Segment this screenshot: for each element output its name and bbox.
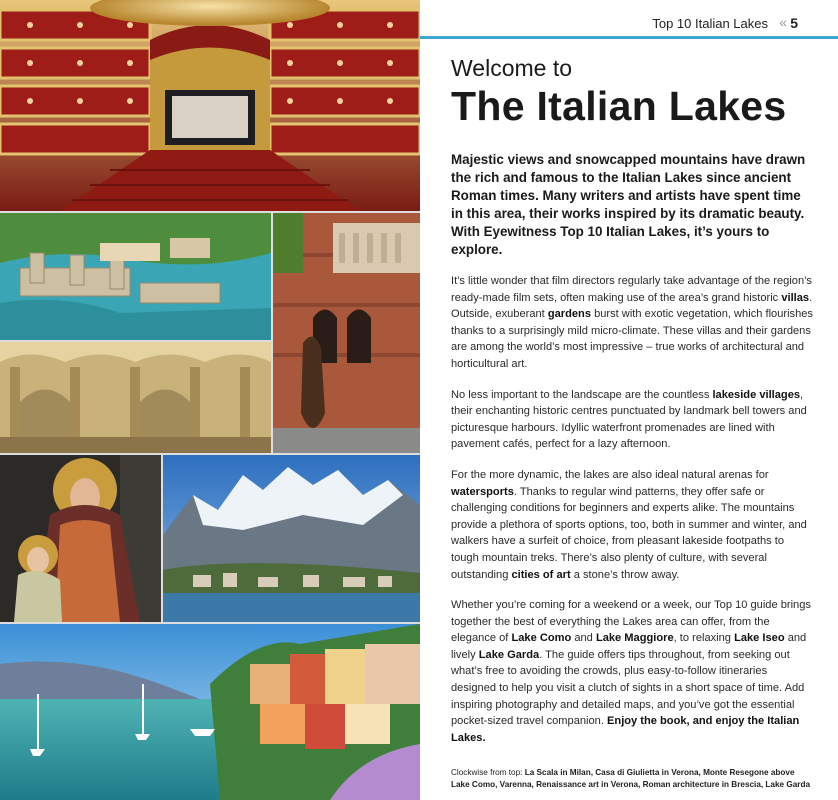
highlight-cities-of-art: cities of art: [511, 568, 571, 581]
highlight-lakeside-villages: lakeside villages: [712, 388, 801, 401]
highlight-villas: villas: [781, 291, 810, 304]
paragraph-villages: No less important to the landscape are the countless lakeside villages, their enchanting historic centres punctuated by landmark bell towers and picturesque harbours. Idyllic waterfront promenades are lined with pavement cafés, perfect for a lazy afternoon.: [451, 388, 807, 451]
chevron-left-icon: «: [779, 14, 786, 30]
running-title: Top 10 Italian Lakes: [652, 16, 768, 31]
intro-paragraph: Majestic views and snowcapped mountains have drawn the rich and famous to the Italian Lakes since ancient Roman times. Many writers and artists have spent time in this area, their works inspired by its dramatic beauty. With Eyewitness Top 10 Italian Lakes, it’s yours to explore.: [451, 152, 806, 257]
article: [451, 50, 813, 790]
page-number: 5: [790, 15, 798, 31]
page-header: [420, 0, 838, 38]
highlight-lake-maggiore: Lake Maggiore: [595, 632, 674, 645]
page-kicker: Welcome to: [451, 55, 573, 81]
photo-monte-resegone: [163, 455, 420, 622]
photo-renaissance-art: [0, 455, 161, 622]
paragraph-watersports: For the more dynamic, the lakes are also ideal natural arenas for watersports. Thanks to regular wind patterns, they offer safe or challenging conditions for beginners and experts alike. The mountains provide a plethora of sports options, too, both in summer and winter, and walkers have a surfeit of choice, from pleasant lakeside footpaths to tough mountain treks. There’s also plenty of culture, with several outstanding cities of art a stone’s throw away.: [451, 468, 807, 581]
highlight-lake-como: Lake Como: [511, 632, 572, 645]
photo-varenna: [0, 624, 420, 800]
highlight-gardens: gardens: [547, 308, 591, 321]
page-title: The Italian Lakes: [451, 83, 787, 129]
photo-lake-garda: [0, 213, 271, 340]
header-rule: [420, 36, 838, 39]
paragraph-villas: It’s little wonder that film directors regularly take advantage of the region’s ready-made film sets, often making use of the area’s grand historic villas. Outside, exuberant gardens burst with exotic vegetation, which flourishes thanks to a surprisingly mild micro-climate. These villas and their gardens are among the world’s most impressive – true works of architectural and horticultural art.: [451, 275, 813, 370]
highlight-lake-garda: Lake Garda: [478, 648, 540, 661]
paragraph-guide: Whether you’re coming for a weekend or a week, our Top 10 guide brings together the best of everything the Lakes area can offer, from the elegance of Lake Como and Lake Maggiore, to relaxing Lake Iseo and lively Lake Garda. The guide offers tips throughout, from seeking out what’s free to avoiding the crowds, plus easy-to-follow itineraries designed to help you visit a clutch of sights in a short space of time. Add inspiring photography and detailed maps, and you’ve got the essential pocket-sized travel companion. Enjoy the book, and enjoy the Italian Lakes.: [451, 599, 811, 744]
photo-la-scala-theatre: [0, 0, 420, 211]
photo-caption: Clockwise from top: La Scala in Milan, Casa di Giulietta in Verona, Monte Resegone above Lake Como, Varenna, Renaissance art in Verona, Roman architecture in Brescia, Lake Garda: [451, 768, 811, 789]
highlight-lake-iseo: Lake Iseo: [734, 632, 785, 645]
highlight-watersports: watersports: [451, 485, 514, 498]
closing-line: Enjoy the book, and enjoy the Italian Lakes.: [451, 715, 800, 744]
photo-casa-di-giulietta: [273, 213, 420, 453]
photo-brescia-roman-architecture: [0, 342, 271, 453]
